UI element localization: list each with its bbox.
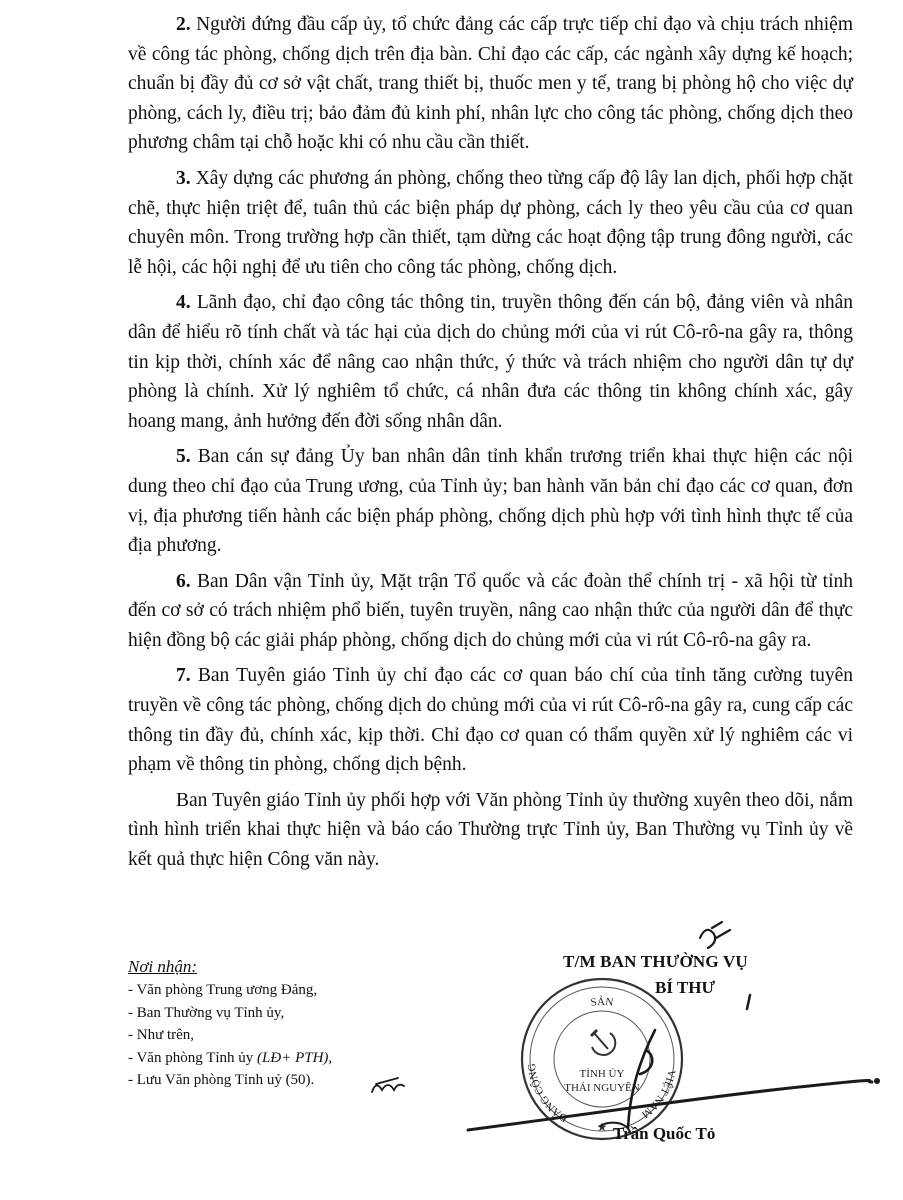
paragraph-number: 2. bbox=[176, 14, 191, 35]
recipient-item: - Như trên, bbox=[128, 1027, 195, 1044]
seal-line-1: TỈNH ỦY bbox=[579, 1068, 625, 1080]
recipient-item: - Văn phòng Trung ương Đảng, bbox=[128, 982, 318, 998]
recipients-heading: Nơi nhận: bbox=[128, 957, 198, 976]
paragraph-number: 6. bbox=[176, 570, 191, 592]
seal-top-text: SẢN bbox=[589, 995, 615, 1009]
signature-subtitle: BÍ THƯ bbox=[655, 978, 715, 997]
paragraph-text: Lãnh đạo, chỉ đạo công tác thông tin, truyền thông đến cán bộ, đảng viên và nhân dân để hiểu rõ tính chất và tác hại của dịch do chủng mới của vi rút Cô-rô-na gây ra, thông tin kịp thời, chính xác để nâng cao nhận thức, ý thức và trách nhiệm cho người dân tự dự phòng là chính. Xử lý nghiêm tổ chức, cá nhân đưa các thông tin không chính xác, gây hoang mang, ảnh hưởng đến đời sống nhân dân. bbox=[128, 292, 853, 432]
recipient-item: - Lưu Văn phòng Tỉnh uỷ (50). bbox=[128, 1072, 315, 1089]
paragraph-7 bbox=[128, 661, 853, 779]
document-body bbox=[128, 10, 853, 881]
paragraph-text: Ban Tuyên giáo Tỉnh ủy phối hợp với Văn phòng Tỉnh ủy thường xuyên theo dõi, nắm tình hình triển khai thực hiện và báo cáo Thường trực Tỉnh ủy, Ban Thường vụ Tỉnh ủy về kết quả thực hiện Công văn này. bbox=[128, 789, 853, 871]
recipient-item-note: (LĐ+ PTH), bbox=[257, 1049, 333, 1066]
paragraph-4 bbox=[128, 288, 853, 436]
paragraph-text: Xây dựng các phương án phòng, chống theo từng cấp độ lây lan dịch, phối hợp chặt chẽ, thực hiện triệt để, tuân thủ các biện pháp dự phòng, cách ly theo yêu cầu của cơ quan chuyên môn. Trong trường hợp cần thiết, tạm dừng các hoạt động tập trung đông người, các lễ hội, các hội nghị để ưu tiên cho công tác phòng, chống dịch. bbox=[128, 167, 854, 278]
seal-line-2: THÁI NGUYÊN bbox=[564, 1082, 640, 1094]
paragraph-text: Ban Dân vận Tỉnh ủy, Mặt trận Tổ quốc và các đoàn thể chính trị - xã hội từ tỉnh đến cơ sở có trách nhiệm phổ biến, tuyên truyền, nâng cao nhận thức của người dân để thực hiện đồng bộ các giải pháp phòng, chống dịch do chủng mới của vi rút Cô-rô-na gây ra. bbox=[128, 570, 853, 651]
signature-block bbox=[545, 952, 865, 1152]
paragraph-text: Ban Tuyên giáo Tỉnh ủy chỉ đạo các cơ quan báo chí của tỉnh tăng cường tuyên truyền về công tác phòng, chống dịch do chủng mới của vi rút Cô-rô-na gây ra, cung cấp các thông tin đầy đủ, chính xác, kịp thời. Chỉ đạo cơ quan có thẩm quyền xử lý nghiêm các vi phạm về thông tin phòng, chống dịch bệnh. bbox=[128, 665, 854, 776]
signer-name: Trần Quốc Tỏ bbox=[613, 1124, 716, 1143]
recipients-block bbox=[128, 955, 468, 1092]
star-icon: ★ bbox=[596, 1120, 608, 1134]
paragraph-3 bbox=[128, 164, 853, 282]
paragraph-text: Người đứng đầu cấp ủy, tổ chức đảng các cấp trực tiếp chỉ đạo và chịu trách nhiệm về công tác phòng, chống dịch trên địa bàn. Chỉ đạo các cấp, các ngành xây dựng kế hoạch; chuẩn bị đầy đủ cơ sở vật chất, trang thiết bị, thuốc men y tế, trang bị phòng hộ cho việc dự phòng, cách ly, điều trị; bảo đảm đủ kinh phí, nhân lực cho công tác phòng, chống dịch theo phương châm tại chỗ hoặc khi có nhu cầu cần thiết. bbox=[128, 14, 854, 154]
paragraph-closing bbox=[128, 786, 853, 875]
paragraph-2 bbox=[128, 10, 853, 158]
paragraph-number: 7. bbox=[176, 665, 191, 687]
paragraph-6 bbox=[128, 567, 853, 656]
recipient-item: - Ban Thường vụ Tỉnh ủy, bbox=[128, 1004, 285, 1021]
signature-title: T/M BAN THƯỜNG VỤ bbox=[563, 952, 748, 971]
paragraph-text: Ban cán sự đảng Ủy ban nhân dân tỉnh khẩn trương triển khai thực hiện các nội dung theo chỉ đạo của Trung ương, của Tỉnh ủy; ban hành văn bản chỉ đạo các cơ quan, đơn vị, địa phương tiến hành các biện pháp phòng, chống dịch phù hợp với tình hình thực tế của địa phương. bbox=[128, 446, 853, 557]
paragraph-number: 3. bbox=[176, 167, 191, 189]
recipient-item: - Văn phòng Tỉnh ủy (LĐ+ PTH), bbox=[128, 1049, 333, 1066]
paragraph-5 bbox=[128, 442, 853, 560]
seal-right-text: VIỆT NAM bbox=[639, 1068, 678, 1121]
paragraph-number: 5. bbox=[176, 446, 191, 468]
paragraph-number: 4. bbox=[176, 292, 191, 314]
seal-left-text: ĐẢNG CỘNG bbox=[525, 1062, 570, 1125]
